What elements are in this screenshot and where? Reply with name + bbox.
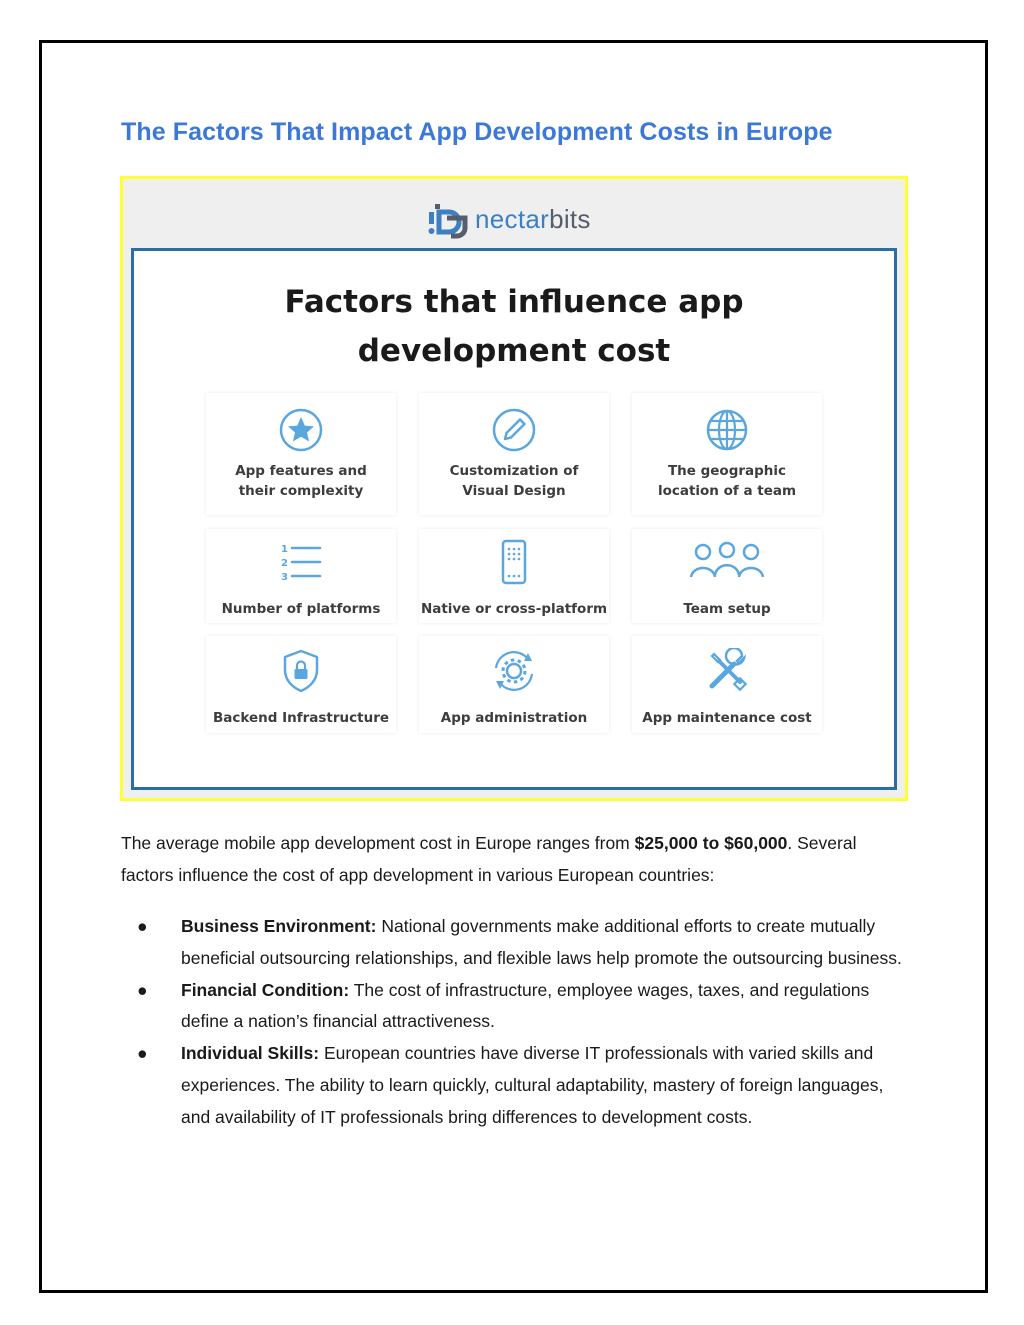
svg-text:3: 3	[281, 572, 288, 583]
factor-card-team	[632, 529, 822, 623]
globe-icon	[704, 407, 750, 453]
factors-panel	[131, 248, 897, 790]
infographic-title	[134, 278, 894, 376]
factor-card-maintenance	[632, 636, 822, 733]
infographic	[120, 176, 908, 801]
brand-suffix: bits	[549, 203, 591, 234]
smartphone-icon	[491, 539, 537, 585]
numbered-list-icon	[278, 539, 324, 585]
infographic-title-line-1: Factors that influence app	[284, 284, 744, 320]
gear-cycle-icon	[491, 648, 537, 694]
intro-cost-range: $25,000 to $60,000	[634, 833, 788, 853]
list-item	[121, 975, 911, 1039]
factor-card-admin	[419, 636, 609, 733]
intro-paragraph	[121, 828, 911, 891]
factor-label: Customization of Visual Design	[449, 463, 579, 499]
infographic-title-line-2: development cost	[357, 333, 671, 369]
bullet-marker: ●	[137, 1043, 148, 1064]
bullet-marker: ●	[137, 979, 148, 1000]
factor-label: App maintenance cost	[642, 710, 812, 726]
document-title: The Factors That Impact App Development Costs in Europe	[121, 118, 833, 146]
brand-name	[475, 204, 591, 235]
bullet-term: Financial Condition:	[181, 979, 350, 1000]
brand-prefix: nectar	[475, 203, 550, 234]
factor-label: Native or cross-platform	[420, 601, 608, 617]
factors-list	[121, 911, 911, 1134]
tools-icon	[704, 648, 750, 694]
factor-label: Team setup	[683, 601, 771, 617]
bullet-text: European countries have diverse IT professionals with varied skills and experiences. The ability to learn quickly, cultural adaptability, mastery of foreign languages, and availability of IT professionals bring differences to development costs.	[181, 1043, 884, 1127]
list-item	[121, 911, 911, 975]
factor-label: The geographic location of a team	[657, 463, 797, 499]
list-item	[121, 1038, 911, 1133]
factor-card-location	[632, 393, 822, 515]
bullet-text: The cost of infrastructure, employee wages, taxes, and regulations define a nation’s financial attractiveness.	[181, 979, 870, 1032]
bullet-marker: ●	[137, 916, 148, 936]
svg-text:1: 1	[281, 544, 288, 555]
factor-card-backend	[206, 636, 396, 733]
intro-before: The average mobile app development cost in Europe ranges from	[121, 833, 635, 853]
shield-lock-icon	[278, 648, 324, 694]
pencil-icon	[491, 407, 537, 453]
intro-after: . Several factors influence the cost of app development in various European countries:	[121, 833, 857, 885]
factor-label: Backend Infrastructure	[212, 710, 390, 726]
star-icon	[278, 407, 324, 453]
factor-card-native	[419, 529, 609, 623]
bullet-term: Business Environment:	[181, 916, 377, 936]
brand-logo	[425, 198, 591, 240]
bullet-term: Individual Skills:	[181, 1043, 320, 1064]
factor-label: App administration	[440, 710, 588, 726]
nectarbits-logo-icon	[425, 198, 471, 240]
bullet-text: National governments make additional efforts to create mutually beneficial outsourcing relationships, and flexible laws help promote the outsourcing business.	[181, 916, 902, 968]
team-icon	[689, 539, 765, 585]
factor-card-platforms	[206, 529, 396, 623]
factor-label: App features and their complexity	[235, 463, 367, 499]
factor-label: Number of platforms	[221, 601, 381, 617]
svg-text:2: 2	[281, 558, 288, 569]
factor-card-features	[206, 393, 396, 515]
factor-card-design	[419, 393, 609, 515]
